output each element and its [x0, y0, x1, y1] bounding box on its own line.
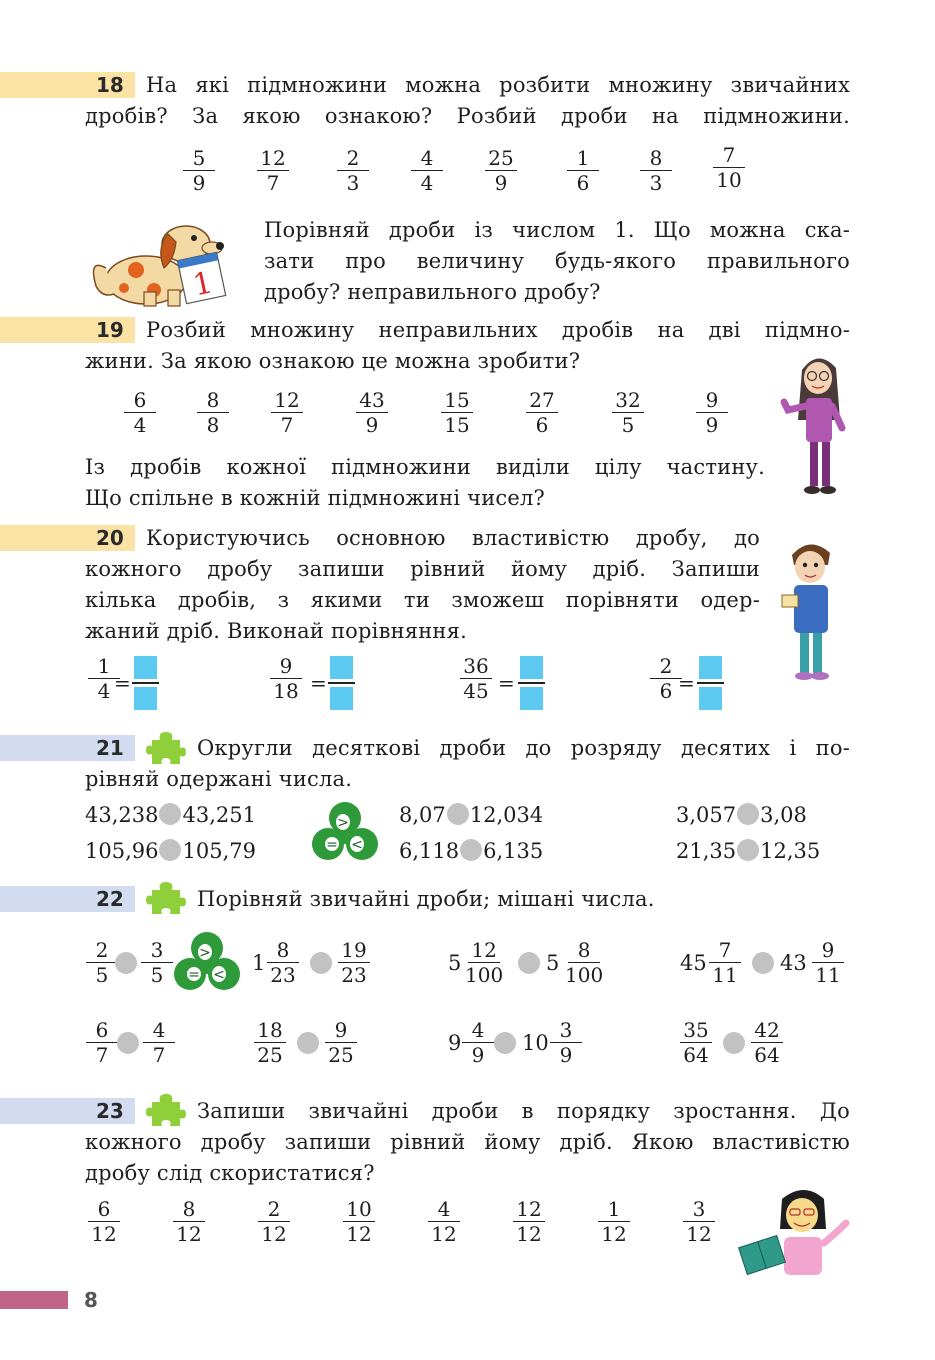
- mixed-whole-part: 9: [448, 1031, 462, 1055]
- fraction: $\frac{42}{64}$: [751, 1018, 783, 1067]
- answer-fraction-box[interactable]: [518, 656, 545, 710]
- mixed-whole-part: 5: [546, 951, 560, 975]
- fraction: $\frac{5}{9}$: [183, 146, 215, 195]
- compare-slot[interactable]: [297, 1032, 319, 1054]
- exercise-18-note-line-1: Порівняй дроби із числом 1. Що можна ска-: [264, 218, 850, 242]
- fraction: $\frac{8}{8}$: [197, 388, 229, 437]
- puzzle-piece-icon: [146, 880, 186, 916]
- fraction: $\frac{1}{4}$: [88, 654, 120, 703]
- clover-equal-sign: =: [188, 967, 200, 983]
- comparison-item: 8,07 12,034: [399, 803, 544, 827]
- exercise-19-line-2: жини. За якою ознакою це можна зробити?: [85, 349, 581, 373]
- fraction: $\frac{12}{7}$: [271, 388, 303, 437]
- equals-sign: =: [678, 671, 695, 695]
- dog-card-number: 1: [189, 265, 216, 304]
- exercise-18-note-line-2: зати про величину будь-якого правильного: [264, 249, 850, 273]
- fraction: $\frac{4}{7}$: [143, 1018, 175, 1067]
- clover-less-sign: <: [351, 837, 363, 853]
- comparison-item: 21,35 12,35: [676, 839, 821, 863]
- compare-slot[interactable]: [159, 803, 181, 825]
- compare-slot[interactable]: [737, 839, 759, 861]
- exercise-18-line-2: дробів? За якою ознакою? Розбий дроби на підмножини.: [85, 104, 850, 128]
- fraction: $\frac{2}{5}$: [86, 938, 118, 987]
- exercise-20-number: 20: [96, 526, 124, 550]
- fraction: $\frac{12}{12}$: [513, 1197, 545, 1246]
- fraction: $\frac{9}{9}$: [696, 388, 728, 437]
- fraction: $\frac{19}{23}$: [338, 938, 370, 987]
- girl-illustration: [778, 350, 858, 500]
- exercise-18-line-1: На які підмножини можна розбити множину звичайних: [146, 73, 850, 97]
- fraction: $\frac{1}{12}$: [598, 1197, 630, 1246]
- page-number: 8: [84, 1288, 98, 1312]
- compare-slot[interactable]: [117, 1032, 139, 1054]
- fraction: $\frac{9}{25}$: [325, 1018, 357, 1067]
- equals-sign: =: [310, 671, 327, 695]
- fraction: $\frac{4}{12}$: [428, 1197, 460, 1246]
- fraction: $\frac{4}{4}$: [411, 146, 443, 195]
- exercise-19-after-line-1: Із дробів кожної підмножини виділи цілу частину.: [85, 455, 765, 479]
- compare-slot[interactable]: [518, 952, 540, 974]
- mixed-whole-part: 10: [522, 1031, 549, 1055]
- fraction: $\frac{43}{9}$: [356, 388, 388, 437]
- answer-fraction-box[interactable]: [132, 656, 159, 710]
- exercise-18-number: 18: [96, 73, 124, 97]
- fraction: $\frac{27}{6}$: [526, 388, 558, 437]
- compare-slot[interactable]: [310, 952, 332, 974]
- girl-with-book-illustration: [738, 1185, 853, 1277]
- puzzle-piece-icon: [146, 1092, 186, 1128]
- fraction: $\frac{4}{9}$: [462, 1018, 494, 1067]
- mixed-whole-part: 5: [448, 951, 462, 975]
- equals-sign: =: [114, 671, 131, 695]
- fraction: $\frac{12}{7}$: [257, 146, 289, 195]
- exercise-19-after-line-2: Що спільне в кожній підмножині чисел?: [85, 486, 545, 510]
- answer-fraction-box[interactable]: [697, 656, 724, 710]
- exercise-19-number: 19: [96, 318, 124, 342]
- fraction: $\frac{2}{12}$: [258, 1197, 290, 1246]
- fraction: $\frac{3}{12}$: [683, 1197, 715, 1246]
- fraction: $\frac{6}{7}$: [86, 1018, 118, 1067]
- fraction: $\frac{8}{3}$: [640, 146, 672, 195]
- answer-fraction-box[interactable]: [328, 656, 355, 710]
- fraction: $\frac{1}{6}$: [567, 146, 599, 195]
- exercise-20-line-4: жаний дріб. Виконай порівняння.: [85, 619, 467, 643]
- fraction: $\frac{2}{6}$: [650, 654, 682, 703]
- fraction: $\frac{7}{11}$: [709, 938, 741, 987]
- exercise-22-number: 22: [96, 887, 124, 911]
- fraction: $\frac{8}{12}$: [173, 1197, 205, 1246]
- fraction: $\frac{3}{5}$: [141, 938, 173, 987]
- exercise-20-line-3: кілька дробів, з якими ти зможеш порівняти одер-: [85, 588, 760, 612]
- compare-slot[interactable]: [737, 803, 759, 825]
- fraction: $\frac{8}{23}$: [267, 938, 299, 987]
- clover-greater-sign: >: [199, 945, 211, 961]
- fraction: $\frac{25}{9}$: [485, 146, 517, 195]
- exercise-19-line-1: Розбий множину неправильних дробів на дві підмно-: [146, 318, 850, 342]
- comparison-item: 6,118 6,135: [399, 839, 544, 863]
- fraction: $\frac{18}{25}$: [254, 1018, 286, 1067]
- fraction: $\frac{35}{64}$: [680, 1018, 712, 1067]
- fraction: $\frac{15}{15}$: [441, 388, 473, 437]
- compare-slot[interactable]: [447, 803, 469, 825]
- compare-slot[interactable]: [752, 952, 774, 974]
- mixed-whole-part: 43: [780, 951, 807, 975]
- fraction: $\frac{36}{45}$: [460, 654, 492, 703]
- compare-slot[interactable]: [460, 839, 482, 861]
- clover-equal-sign: =: [326, 837, 338, 853]
- exercise-23-number: 23: [96, 1099, 124, 1123]
- clover-signs-icon: [310, 800, 380, 868]
- exercise-21-line-2: рівняй одержані числа.: [85, 767, 353, 791]
- clover-greater-sign: >: [337, 815, 349, 831]
- fraction: $\frac{3}{9}$: [550, 1018, 582, 1067]
- fraction: $\frac{32}{5}$: [612, 388, 644, 437]
- fraction: $\frac{10}{12}$: [343, 1197, 375, 1246]
- compare-slot[interactable]: [494, 1032, 516, 1054]
- compare-slot[interactable]: [159, 839, 181, 861]
- compare-slot[interactable]: [115, 952, 137, 974]
- fraction: $\frac{12}{100}$: [465, 938, 504, 987]
- fraction: $\frac{8}{100}$: [565, 938, 604, 987]
- exercise-20-line-1: Користуючись основною властивістю дробу, до: [146, 526, 760, 550]
- puzzle-piece-icon: [146, 730, 186, 766]
- boy-illustration: [770, 535, 850, 685]
- exercise-23-line-1: Запиши звичайні дроби в порядку зростання. До: [197, 1099, 850, 1123]
- exercise-18-note-line-3: дробу? неправильного дробу?: [264, 280, 601, 304]
- compare-slot[interactable]: [723, 1032, 745, 1054]
- equals-sign: =: [498, 671, 515, 695]
- fraction: $\frac{2}{3}$: [337, 146, 369, 195]
- exercise-23-line-3: дробу слід скористатися?: [85, 1161, 375, 1185]
- comparison-item: 3,057 3,08: [676, 803, 807, 827]
- fraction: $\frac{7}{10}$: [713, 143, 745, 192]
- mixed-whole-part: 1: [252, 951, 266, 975]
- comparison-item: 105,96 105,79: [85, 839, 256, 863]
- clover-signs-icon: [172, 930, 242, 998]
- fraction: $\frac{6}{4}$: [124, 388, 156, 437]
- exercise-22-line-1: Порівняй звичайні дроби; мішані числа.: [197, 887, 655, 911]
- fraction: $\frac{9}{18}$: [270, 654, 302, 703]
- comparison-item: 43,238 43,251: [85, 803, 256, 827]
- dog-illustration: [84, 208, 234, 308]
- exercise-23-line-2: кожного дробу запиши рівний йому дріб. Якою властивістю: [85, 1130, 850, 1154]
- exercise-20-line-2: кожного дробу запиши рівний йому дріб. Запиши: [85, 557, 760, 581]
- mixed-whole-part: 45: [680, 951, 707, 975]
- fraction: $\frac{9}{11}$: [812, 938, 844, 987]
- fraction: $\frac{6}{12}$: [88, 1197, 120, 1246]
- exercise-21-number: 21: [96, 736, 124, 760]
- clover-less-sign: <: [213, 967, 225, 983]
- page-number-bar: [0, 1291, 68, 1309]
- exercise-21-line-1: Округли десяткові дроби до розряду десятих і по-: [197, 736, 850, 760]
